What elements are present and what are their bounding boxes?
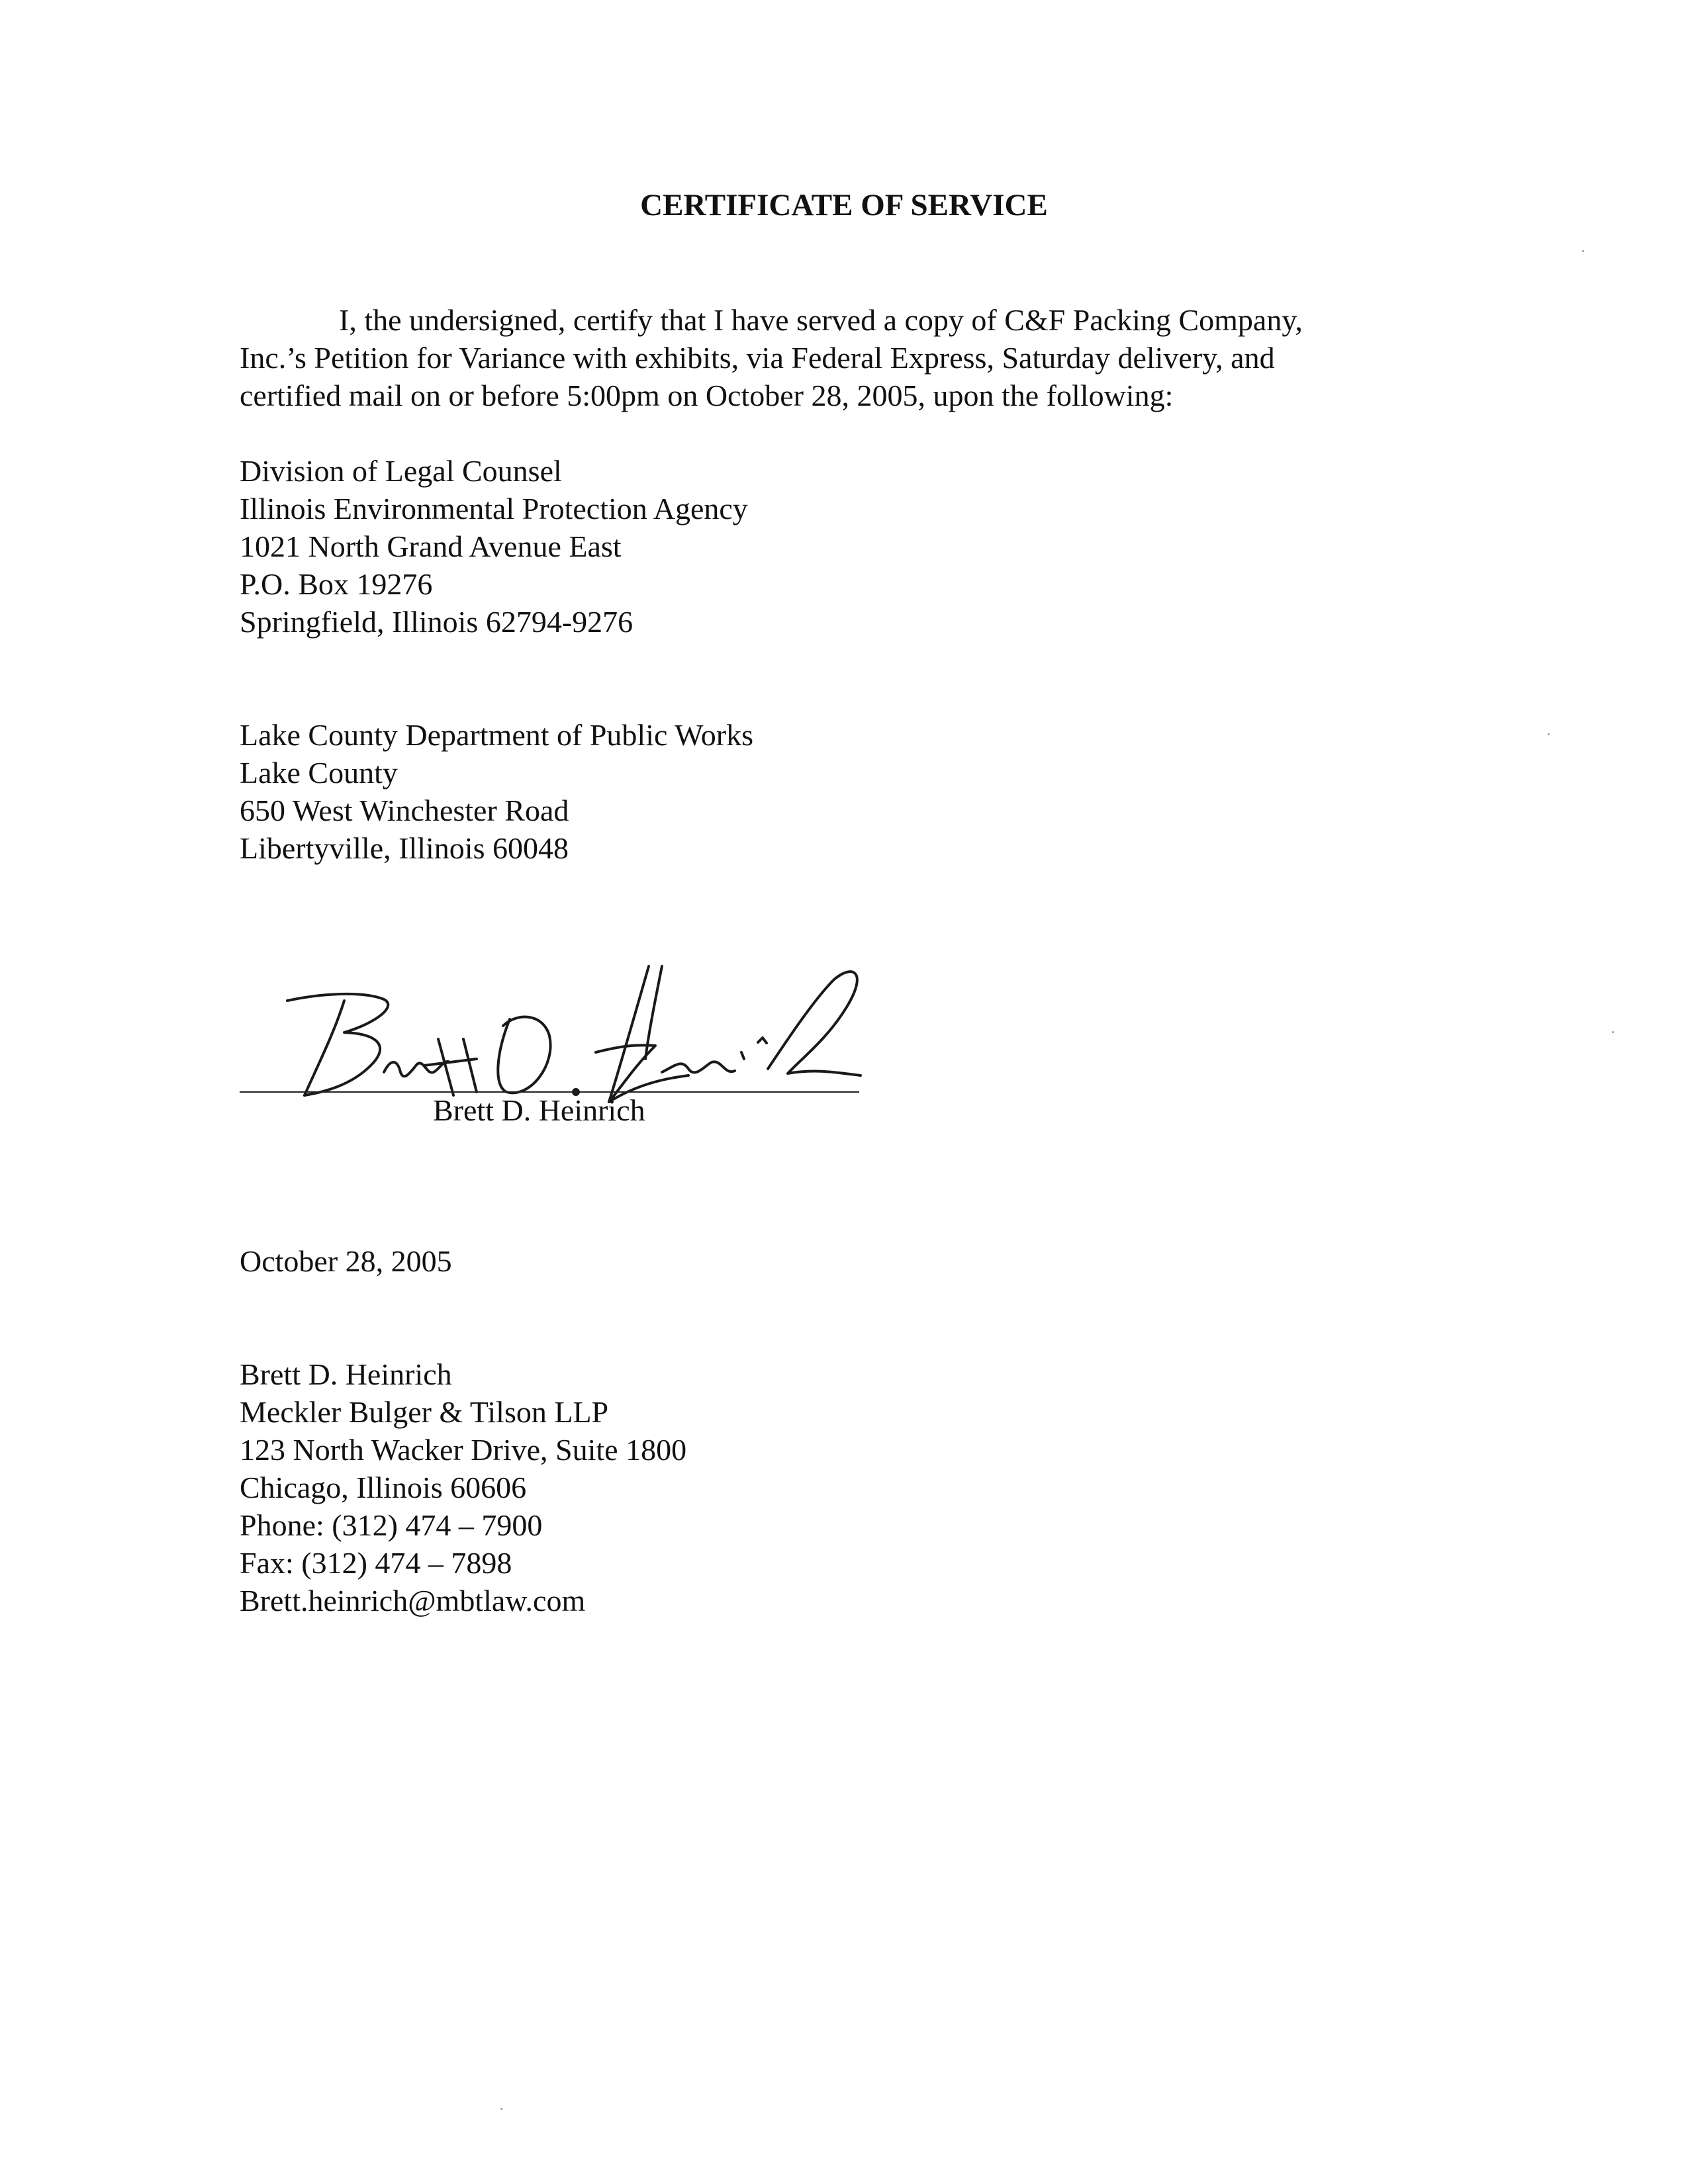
- paragraph-line: I, the undersigned, certify that I have served a copy of C&F Packing Company,: [339, 303, 1303, 337]
- address-line: Illinois Environmental Protection Agency: [240, 492, 748, 525]
- scan-speck: [1612, 1031, 1614, 1033]
- recipient-address-iepa: [240, 452, 1166, 641]
- address-line: Lake County: [240, 756, 398, 790]
- document-title: CERTIFICATE OF SERVICE: [640, 188, 1048, 222]
- sender-fax: Fax: (312) 474 – 7898: [240, 1546, 512, 1580]
- address-line: P.O. Box 19276: [240, 567, 433, 601]
- sender-email: Brett.heinrich@mbtlaw.com: [240, 1584, 586, 1617]
- address-line: 650 West Winchester Road: [240, 794, 569, 827]
- sender-city: Chicago, Illinois 60606: [240, 1471, 527, 1504]
- paragraph-line: Inc.’s Petition for Variance with exhibits, via Federal Express, Saturday delivery, and: [240, 341, 1275, 375]
- scan-speck: [1548, 733, 1550, 735]
- sender-firm: Meckler Bulger & Tilson LLP: [240, 1395, 609, 1429]
- sender-name: Brett D. Heinrich: [240, 1357, 452, 1391]
- recipient-address-lake-county: [240, 716, 1166, 867]
- scan-speck: [500, 2108, 502, 2110]
- signatory-printed-name: Brett D. Heinrich: [433, 1093, 645, 1127]
- sender-phone: Phone: (312) 474 – 7900: [240, 1508, 543, 1542]
- scan-speck: [1582, 250, 1584, 252]
- address-line: 1021 North Grand Avenue East: [240, 529, 622, 563]
- address-line: Division of Legal Counsel: [240, 454, 562, 488]
- paragraph-line: certified mail on or before 5:00pm on October 28, 2005, upon the following:: [240, 379, 1174, 412]
- sender-contact-block: [240, 1355, 1166, 1619]
- address-line: Springfield, Illinois 62794-9276: [240, 605, 633, 639]
- address-line: Lake County Department of Public Works: [240, 718, 754, 752]
- address-line: Libertyville, Illinois 60048: [240, 831, 569, 865]
- sender-street: 123 North Wacker Drive, Suite 1800: [240, 1433, 687, 1467]
- certification-paragraph: [240, 301, 1431, 414]
- certificate-date: October 28, 2005: [240, 1244, 452, 1278]
